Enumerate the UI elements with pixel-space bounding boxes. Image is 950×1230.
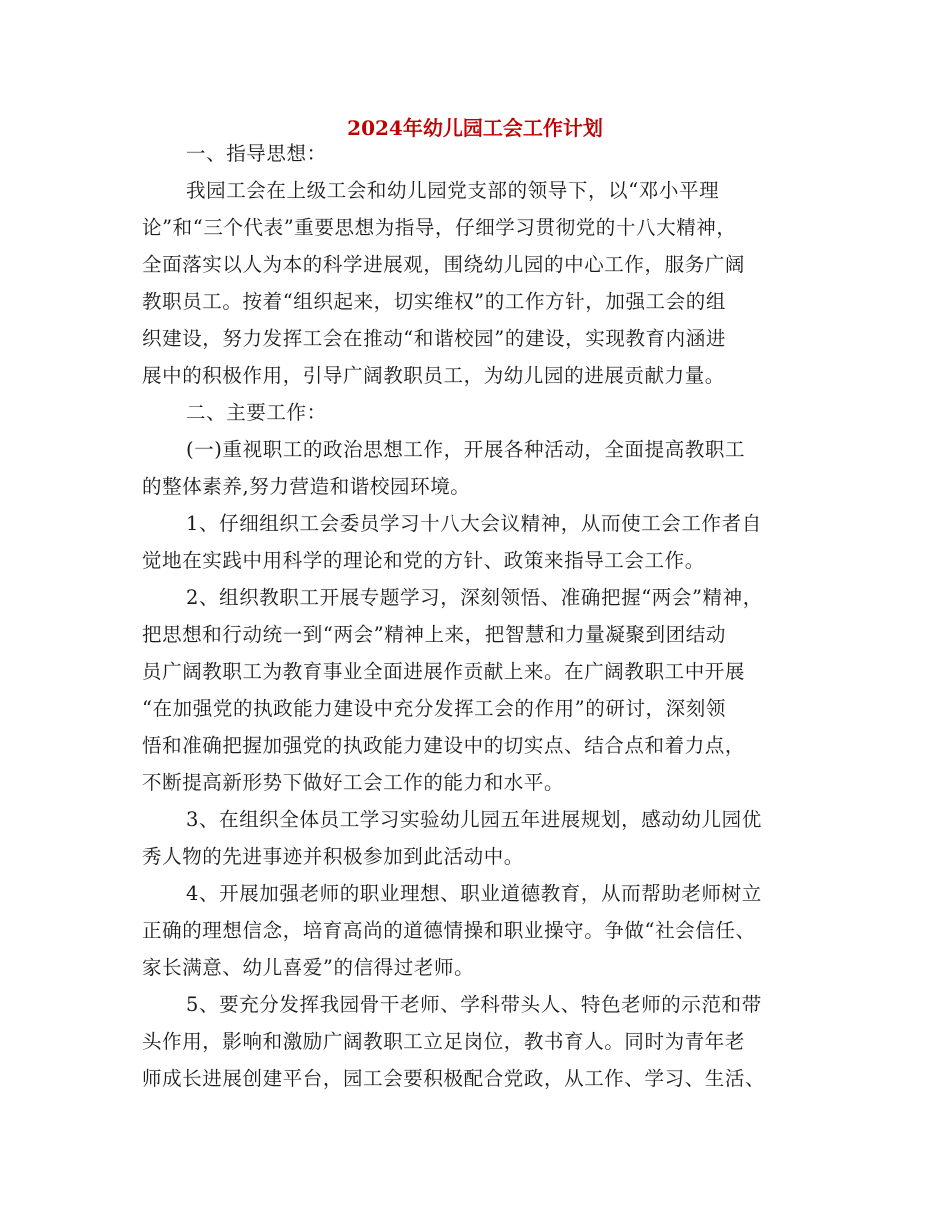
paragraph-line: (一)重视职工的政治思想工作，开展各种活动，全面提高教职工 xyxy=(186,438,746,461)
list-item-5-line: 5、要充分发挥我园骨干老师、学科带头人、特色老师的示范和带 xyxy=(186,993,762,1016)
paragraph-line: 织建设，努力发挥工会在推动“和谐校园”的建设，实现教育内涵进 xyxy=(142,327,726,350)
paragraph-line: 论”和“三个代表”重要思想为指导，仔细学习贯彻党的十八大精神， xyxy=(142,216,737,239)
list-item-3-line: 3、在组织全体员工学习实验幼儿园五年进展规划，感动幼儿园优 xyxy=(186,808,762,831)
section-heading-main-work: 二、主要工作： xyxy=(186,401,327,424)
list-item-1-line: 1、仔细组织工会委员学习十八大会议精神，从而使工会工作者自 xyxy=(186,512,762,535)
paragraph-line: 教职员工。按着“组织起来，切实维权”的工作方针，加强工会的组 xyxy=(142,290,726,313)
list-item-2-line: 不断提高新形势下做好工会工作的能力和水平。 xyxy=(142,771,565,794)
document-title: 2024年幼儿园工会工作计划 xyxy=(347,116,603,140)
list-item-4-line: 4、开展加强老师的职业理想、职业道德教育，从而帮助老师树立 xyxy=(186,882,762,905)
section-heading-guiding-thought: 一、指导思想： xyxy=(186,142,327,165)
list-item-2-line: “在加强党的执政能力建设中充分发挥工会的作用”的研讨，深刻领 xyxy=(142,697,726,720)
paragraph-line: 我园工会在上级工会和幼儿园党支部的领导下，以“邓小平理 xyxy=(186,179,720,202)
paragraph-line: 展中的积极作用，引导广阔教职员工，为幼儿园的进展贡献力量。 xyxy=(142,364,725,387)
list-item-2-line: 2、组织教职工开展专题学习，深刻领悟、准确把握“两会”精神， xyxy=(186,586,763,609)
list-item-2-line: 悟和准确把握加强党的执政能力建设中的切实点、结合点和着力点， xyxy=(142,734,746,757)
list-item-4-line: 正确的理想信念，培育高尚的道德情操和职业操守。争做“社会信任、 xyxy=(142,919,756,942)
list-item-5-line: 头作用，影响和激励广阔教职工立足岗位，教书育人。同时为青年老 xyxy=(142,1030,746,1053)
list-item-5-line: 师成长进展创建平台，园工会要积极配合党政，从工作、学习、生活、 xyxy=(142,1067,766,1090)
list-item-3-line: 秀人物的先进事迹并积极参加到此活动中。 xyxy=(142,845,524,868)
list-item-2-line: 员广阔教职工为教育事业全面进展作贡献上来。在广阔教职工中开展 xyxy=(142,660,746,683)
list-item-4-line: 家长满意、幼儿喜爱”的信得过老师。 xyxy=(142,956,475,979)
list-item-1-line: 觉地在实践中用科学的理论和党的方针、政策来指导工会工作。 xyxy=(142,549,705,572)
list-item-2-line: 把思想和行动统一到“两会”精神上来，把智慧和力量凝聚到团结动 xyxy=(142,623,726,646)
paragraph-line: 全面落实以人为本的科学进展观，围绕幼儿园的中心工作，服务广阔 xyxy=(142,253,746,276)
paragraph-line: 的整体素养,努力营造和谐校园环境。 xyxy=(142,475,471,498)
